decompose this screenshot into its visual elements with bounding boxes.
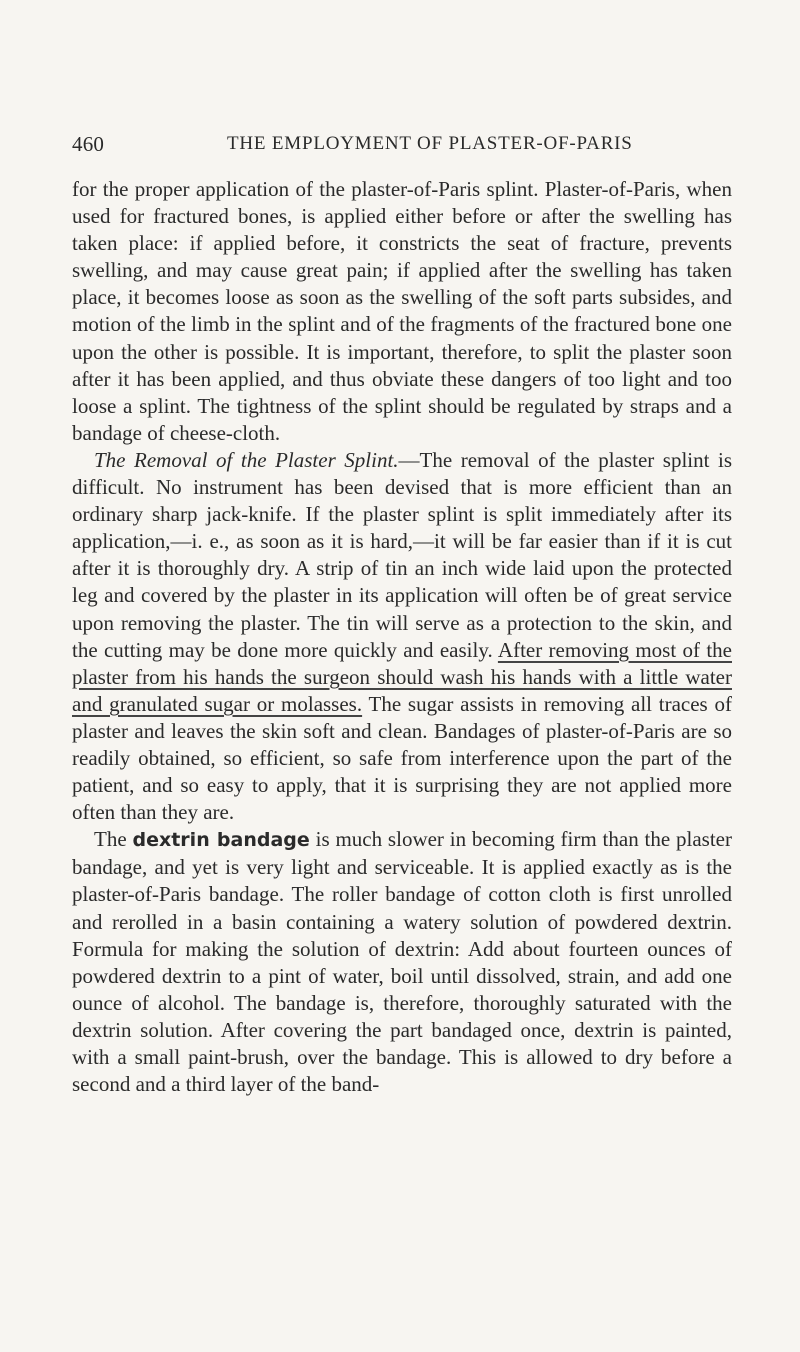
removal-body: —The removal of the plaster splint is difficult. No instrument has been devised that is more efficient than an ordinary sharp jack-knife. If the plaster splint is split immediately after its application,—i. e., as soon as it is hard,—it will be far easier than if it is cut after it is thoroughly dry. A strip of tin an inch wide laid upon the protected leg and covered by the plaster in its application will often be of great service upon removing the plaster. The tin will serve as a protection to the skin, and the cutting may be done more quickly and easily. (72, 447, 733, 662)
body-text (72, 176, 732, 1098)
removal-tail: The sugar assists in removing all traces of plaster and leaves the skin soft and clean. Bandages of plaster-of-Paris are so readily obtained, so efficient, so safe from interference upon the part of the patient, and so easy to apply, that it is surprising they are not applied more often than they are. (72, 691, 732, 825)
dextrin-lead: The (94, 827, 133, 852)
paragraph-removal (72, 447, 732, 826)
paragraph-dextrin (72, 826, 732, 1098)
paragraph-continuation: for the proper application of the plaster-of-Paris splint. Plaster-of-Paris, when used for fractured bones, is applied either before or after the swelling has taken place: if applied before, it constricts the seat of fracture, prevents swelling, and may cause great pain; if applied after the swelling has taken place, it becomes loose as soon as the swelling of the soft parts subsides, and motion of the limb in the splint and of the fragments of the fractured bone one upon the other is possible. It is important, therefore, to split the plaster soon after it has been applied, and thus obviate these dangers of too light and too loose a splint. The tightness of the splint should be regulated by straps and a bandage of cheese-cloth. (72, 177, 732, 445)
dextrin-term: dextrin bandage (132, 829, 310, 852)
underlined-passage: After removing most of the plaster from his hands the surgeon should wash his hands with a little water and granulated sugar or molasses. (72, 637, 732, 716)
dextrin-body: is much slower in becoming firm than the plaster bandage, and yet is very light and serviceable. It is applied exactly as is the plaster-of-Paris bandage. The roller bandage of cotton cloth is first unrolled and rerolled in a basin containing a watery solution of powdered dextrin. Formula for making the solution of dextrin: Add about fourteen ounces of powdered dextrin to a pint of water, boil until dissolved, strain, and add one ounce of alcohol. The bandage is, therefore, thoroughly saturated with the dextrin solution. After covering the part bandaged once, dextrin is painted, with a small paint-brush, over the bandage. This is allowed to dry before a second and a third layer of the band- (72, 827, 732, 1097)
section-sidehead: The Removal of the Plaster Splint. (94, 447, 399, 472)
page-number: 460 (72, 132, 105, 156)
running-head (72, 132, 732, 160)
running-title: THE EMPLOYMENT OF PLASTER-OF-PARIS (227, 133, 633, 154)
